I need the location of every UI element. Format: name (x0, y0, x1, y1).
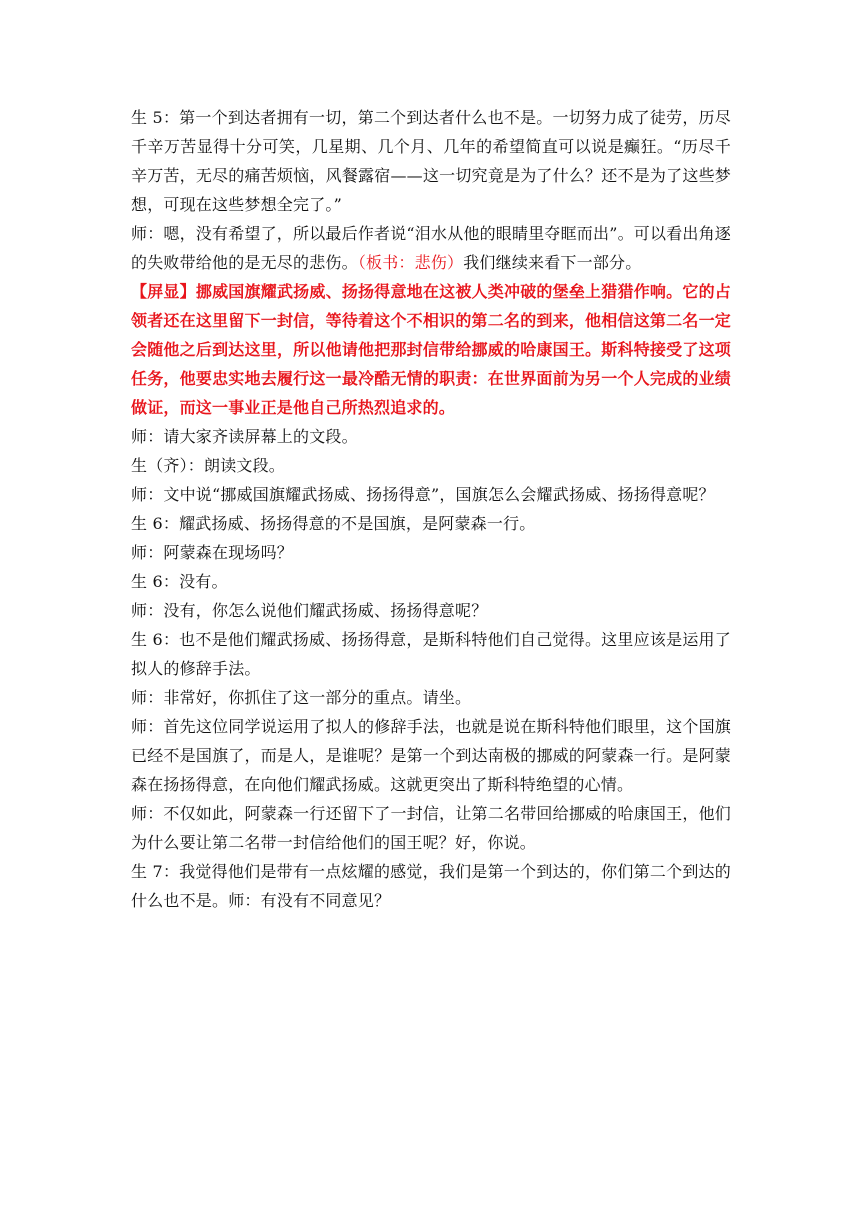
text-span: 师：嗯，没有希望了，所以最后作者说“泪水从他的眼睛里夺眶而出”。可以看出角逐的失败带给他的是无尽的悲伤。 (131, 224, 731, 272)
text-span: 师：没有，你怎么说他们耀武扬威、扬扬得意呢？ (131, 601, 488, 620)
paragraph-student5-response (131, 103, 731, 219)
paragraph-student6-answer2 (131, 567, 731, 596)
paragraph-teacher-question-letter (131, 799, 731, 857)
text-span: 生 5：第一个到达者拥有一切，第二个到达者什么也不是。一切努力成了徒劳，历尽千辛万苦显得十分可笑，几星期、几个月、几年的希望简直可以说是癫狂。“历尽千辛万苦，无尽的痛苦烦恼，风餐露宿——这一切究竟是为了什么？还不是为了这些梦想，可现在这些梦想全完了。” (131, 108, 731, 214)
text-span: 生 6：也不是他们耀武扬威、扬扬得意，是斯科特他们自己觉得。这里应该是运用了拟人的修辞手法。 (131, 630, 731, 678)
text-span: 生 6：没有。 (131, 572, 228, 591)
paragraph-screen-display-quote (131, 277, 731, 422)
document-page (131, 103, 731, 915)
text-span: 师：请大家齐读屏幕上的文段。 (131, 427, 358, 446)
paragraph-student6-answer3 (131, 625, 731, 683)
paragraph-student6-answer1 (131, 509, 731, 538)
text-span: 师：非常好，你抓住了这一部分的重点。请坐。 (131, 688, 472, 707)
blackboard-note: （板书：悲伤） (357, 253, 464, 272)
paragraph-students-read (131, 451, 731, 480)
text-span: 【屏显】挪威国旗耀武扬威、扬扬得意地在这被人类冲破的堡垒上猎猎作响。它的占领者还在这里留下一封信，等待着这个不相识的第二名的到来，他相信这第二名一定会随他之后到达这里，所以他请他把那封信带给挪威的哈康国王。斯科特接受了这项任务，他要忠实地去履行这一最冷酷无情的职责：在世界面前为另一个人完成的业绩做证，而这一事业正是他自己所热烈追求的。 (131, 282, 731, 417)
paragraph-teacher-explain (131, 712, 731, 799)
paragraph-student7-answer (131, 857, 731, 915)
paragraph-teacher-question-flag (131, 480, 731, 509)
paragraph-teacher-read-aloud (131, 422, 731, 451)
text-span: 师：不仅如此，阿蒙森一行还留下了一封信，让第二名带回给挪威的哈康国王，他们为什么要让第二名带一封信给他们的国王呢？好，你说。 (131, 804, 731, 852)
paragraph-teacher-question-why (131, 596, 731, 625)
paragraph-teacher-question-present (131, 538, 731, 567)
text-span: 师：首先这位同学说运用了拟人的修辞手法，也就是说在斯科特他们眼里，这个国旗已经不是国旗了，而是人，是谁呢？是第一个到达南极的挪威的阿蒙森一行。是阿蒙森在扬扬得意，在向他们耀武扬威。这就更突出了斯科特绝望的心情。 (131, 717, 731, 794)
text-span: 生 6：耀武扬威、扬扬得意的不是国旗，是阿蒙森一行。 (131, 514, 536, 533)
text-span: 生（齐）：朗读文段。 (131, 456, 286, 475)
text-span: 师：文中说“挪威国旗耀武扬威、扬扬得意”，国旗怎么会耀武扬威、扬扬得意呢？ (131, 485, 715, 504)
text-span: 师：阿蒙森在现场吗？ (131, 543, 294, 562)
paragraph-teacher-sorrow (131, 219, 731, 277)
paragraph-teacher-praise (131, 683, 731, 712)
text-span: 生 7：我觉得他们是带有一点炫耀的感觉，我们是第一个到达的，你们第二个到达的什么也不是。师：有没有不同意见？ (131, 862, 731, 910)
text-span: 我们继续来看下一部分。 (463, 253, 642, 272)
